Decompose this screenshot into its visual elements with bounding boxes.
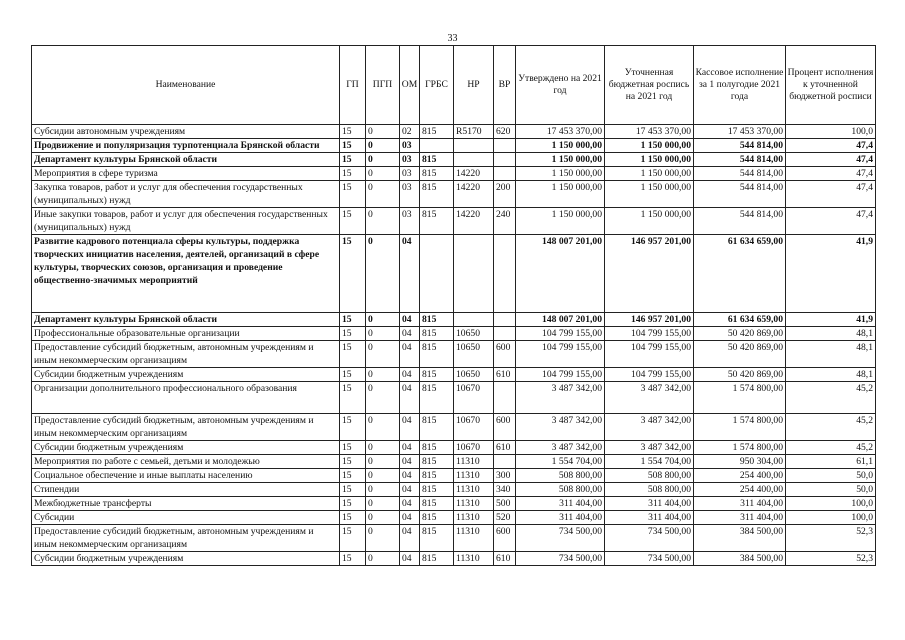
cell-np (454, 139, 494, 153)
table-row (32, 525, 876, 552)
cell-om: 02 (400, 125, 420, 139)
cell-np: 11310 (454, 469, 494, 483)
cell-gp: 15 (340, 552, 366, 566)
cell-pgp: 0 (366, 139, 400, 153)
table-row (32, 552, 876, 566)
cell-gp: 15 (340, 139, 366, 153)
cell-revised: 17 453 370,00 (605, 125, 694, 139)
cell-om: 03 (400, 167, 420, 181)
cell-gp: 15 (340, 368, 366, 382)
table-row (32, 511, 876, 525)
cell-vr: 610 (494, 368, 516, 382)
cell-percent: 48,1 (786, 341, 876, 368)
cell-np: 10670 (454, 414, 494, 441)
header-vr: ВР (494, 46, 516, 125)
cell-cash: 544 814,00 (694, 181, 786, 208)
cell-name: Продвижение и популяризация турпотенциала Брянской области (32, 139, 340, 153)
cell-np: 11310 (454, 525, 494, 552)
table-row (32, 327, 876, 341)
cell-gp: 15 (340, 181, 366, 208)
cell-pgp: 0 (366, 483, 400, 497)
table-row (32, 208, 876, 235)
cell-om: 03 (400, 208, 420, 235)
cell-percent: 41,9 (786, 313, 876, 327)
header-cash: Кассовое исполнение за 1 полугодие 2021 года (694, 46, 786, 125)
cell-vr: 610 (494, 552, 516, 566)
cell-vr (494, 153, 516, 167)
cell-gp: 15 (340, 455, 366, 469)
cell-name: Предоставление субсидий бюджетным, автономным учреждениям и иным некоммерческим организациям (32, 341, 340, 368)
cell-percent: 47,4 (786, 181, 876, 208)
cell-name: Предоставление субсидий бюджетным, автономным учреждениям и иным некоммерческим организациям (32, 525, 340, 552)
cell-percent: 47,4 (786, 208, 876, 235)
cell-grbs: 815 (420, 327, 454, 341)
cell-grbs: 815 (420, 483, 454, 497)
cell-vr (494, 139, 516, 153)
cell-approved: 17 453 370,00 (516, 125, 605, 139)
cell-cash: 17 453 370,00 (694, 125, 786, 139)
cell-pgp: 0 (366, 455, 400, 469)
cell-gp: 15 (340, 497, 366, 511)
cell-grbs: 815 (420, 368, 454, 382)
table-header-row (32, 46, 876, 125)
cell-om: 04 (400, 327, 420, 341)
cell-approved: 104 799 155,00 (516, 341, 605, 368)
cell-pgp: 0 (366, 497, 400, 511)
cell-percent: 50,0 (786, 469, 876, 483)
cell-pgp: 0 (366, 511, 400, 525)
cell-cash: 950 304,00 (694, 455, 786, 469)
cell-revised: 104 799 155,00 (605, 327, 694, 341)
cell-pgp: 0 (366, 341, 400, 368)
cell-om: 04 (400, 235, 420, 313)
cell-revised: 104 799 155,00 (605, 341, 694, 368)
header-gp: ГП (340, 46, 366, 125)
cell-np: 10650 (454, 327, 494, 341)
cell-cash: 50 420 869,00 (694, 341, 786, 368)
table-row (32, 139, 876, 153)
cell-name: Субсидии бюджетным учреждениям (32, 368, 340, 382)
cell-vr (494, 235, 516, 313)
cell-name: Социальное обеспечение и иные выплаты населению (32, 469, 340, 483)
cell-om: 04 (400, 414, 420, 441)
cell-gp: 15 (340, 441, 366, 455)
cell-om: 04 (400, 511, 420, 525)
table-row (32, 167, 876, 181)
page-number: 33 (447, 33, 458, 44)
cell-np: 11310 (454, 511, 494, 525)
cell-percent: 52,3 (786, 525, 876, 552)
cell-cash: 61 634 659,00 (694, 313, 786, 327)
cell-name: Профессиональные образовательные организации (32, 327, 340, 341)
cell-revised: 1 150 000,00 (605, 153, 694, 167)
cell-approved: 1 150 000,00 (516, 181, 605, 208)
cell-grbs: 815 (420, 167, 454, 181)
cell-revised: 508 800,00 (605, 469, 694, 483)
cell-om: 03 (400, 181, 420, 208)
cell-vr (494, 167, 516, 181)
cell-om: 04 (400, 455, 420, 469)
cell-np: 14220 (454, 181, 494, 208)
cell-cash: 544 814,00 (694, 139, 786, 153)
cell-revised: 311 404,00 (605, 511, 694, 525)
cell-percent: 47,4 (786, 167, 876, 181)
cell-revised: 311 404,00 (605, 497, 694, 511)
cell-vr: 600 (494, 525, 516, 552)
table-row (32, 125, 876, 139)
cell-approved: 3 487 342,00 (516, 382, 605, 414)
cell-grbs: 815 (420, 414, 454, 441)
cell-vr: 610 (494, 441, 516, 455)
cell-revised: 104 799 155,00 (605, 368, 694, 382)
cell-cash: 1 574 800,00 (694, 414, 786, 441)
cell-cash: 544 814,00 (694, 167, 786, 181)
cell-percent: 45,2 (786, 414, 876, 441)
cell-pgp: 0 (366, 441, 400, 455)
cell-revised: 508 800,00 (605, 483, 694, 497)
cell-name: Мероприятия в сфере туризма (32, 167, 340, 181)
cell-pgp: 0 (366, 313, 400, 327)
cell-grbs: 815 (420, 469, 454, 483)
cell-gp: 15 (340, 525, 366, 552)
cell-vr (494, 382, 516, 414)
cell-name: Субсидии бюджетным учреждениям (32, 552, 340, 566)
cell-grbs: 815 (420, 181, 454, 208)
cell-percent: 48,1 (786, 368, 876, 382)
cell-np (454, 153, 494, 167)
cell-cash: 1 574 800,00 (694, 382, 786, 414)
cell-name: Иные закупки товаров, работ и услуг для обеспечения государственных (муниципальных) нужд (32, 208, 340, 235)
cell-revised: 146 957 201,00 (605, 313, 694, 327)
table-row (32, 313, 876, 327)
cell-grbs: 815 (420, 552, 454, 566)
table-row (32, 469, 876, 483)
cell-om: 04 (400, 341, 420, 368)
table-row (32, 441, 876, 455)
cell-percent: 50,0 (786, 483, 876, 497)
cell-vr: 200 (494, 181, 516, 208)
cell-cash: 544 814,00 (694, 208, 786, 235)
cell-name: Департамент культуры Брянской области (32, 313, 340, 327)
cell-grbs: 815 (420, 382, 454, 414)
cell-grbs: 815 (420, 497, 454, 511)
cell-gp: 15 (340, 511, 366, 525)
cell-gp: 15 (340, 153, 366, 167)
table-row (32, 341, 876, 368)
cell-om: 04 (400, 368, 420, 382)
cell-vr: 620 (494, 125, 516, 139)
table-row (32, 497, 876, 511)
cell-percent: 48,1 (786, 327, 876, 341)
cell-approved: 1 150 000,00 (516, 167, 605, 181)
header-grbs: ГРБС (420, 46, 454, 125)
table-row (32, 153, 876, 167)
cell-vr (494, 455, 516, 469)
cell-om: 04 (400, 313, 420, 327)
table-row (32, 455, 876, 469)
cell-vr: 340 (494, 483, 516, 497)
cell-revised: 734 500,00 (605, 525, 694, 552)
cell-name: Межбюджетные трансферты (32, 497, 340, 511)
cell-np: 10670 (454, 382, 494, 414)
cell-grbs (420, 235, 454, 313)
cell-pgp: 0 (366, 125, 400, 139)
cell-pgp: 0 (366, 469, 400, 483)
cell-grbs: 815 (420, 153, 454, 167)
header-revised: Уточненная бюджетная роспись на 2021 год (605, 46, 694, 125)
table-row (32, 483, 876, 497)
cell-grbs: 815 (420, 455, 454, 469)
cell-om: 04 (400, 552, 420, 566)
cell-revised: 3 487 342,00 (605, 382, 694, 414)
cell-grbs: 815 (420, 511, 454, 525)
cell-np: 10670 (454, 441, 494, 455)
cell-vr: 240 (494, 208, 516, 235)
cell-grbs: 815 (420, 441, 454, 455)
cell-np (454, 313, 494, 327)
cell-revised: 1 150 000,00 (605, 181, 694, 208)
table-row (32, 235, 876, 313)
cell-revised: 146 957 201,00 (605, 235, 694, 313)
cell-approved: 148 007 201,00 (516, 235, 605, 313)
cell-vr: 600 (494, 414, 516, 441)
cell-approved: 148 007 201,00 (516, 313, 605, 327)
cell-np: 11310 (454, 455, 494, 469)
cell-np: R5170 (454, 125, 494, 139)
header-pgp: ПГП (366, 46, 400, 125)
table-row (32, 414, 876, 441)
cell-pgp: 0 (366, 382, 400, 414)
budget-execution-table (31, 45, 876, 566)
cell-grbs (420, 139, 454, 153)
cell-om: 03 (400, 153, 420, 167)
cell-cash: 1 574 800,00 (694, 441, 786, 455)
cell-gp: 15 (340, 235, 366, 313)
cell-om: 04 (400, 483, 420, 497)
cell-percent: 41,9 (786, 235, 876, 313)
cell-revised: 1 150 000,00 (605, 139, 694, 153)
cell-gp: 15 (340, 208, 366, 235)
cell-om: 03 (400, 139, 420, 153)
cell-name: Субсидии (32, 511, 340, 525)
cell-approved: 1 554 704,00 (516, 455, 605, 469)
cell-approved: 104 799 155,00 (516, 327, 605, 341)
cell-approved: 508 800,00 (516, 469, 605, 483)
cell-vr: 520 (494, 511, 516, 525)
cell-approved: 311 404,00 (516, 511, 605, 525)
header-percent: Процент исполнения к уточненной бюджетной росписи (786, 46, 876, 125)
cell-pgp: 0 (366, 208, 400, 235)
cell-vr (494, 327, 516, 341)
cell-name: Департамент культуры Брянской области (32, 153, 340, 167)
cell-name: Субсидии бюджетным учреждениям (32, 441, 340, 455)
cell-pgp: 0 (366, 167, 400, 181)
cell-pgp: 0 (366, 181, 400, 208)
cell-revised: 1 150 000,00 (605, 167, 694, 181)
table-row (32, 382, 876, 414)
cell-name: Развитие кадрового потенциала сферы культуры, поддержка творческих инициатив населения, деятелей, организаций в сфере культуры, творческих союзов, организация и проведение общественно-значимых мероприятий (32, 235, 340, 313)
cell-approved: 734 500,00 (516, 525, 605, 552)
cell-percent: 100,0 (786, 497, 876, 511)
cell-cash: 254 400,00 (694, 483, 786, 497)
cell-om: 04 (400, 469, 420, 483)
table-row (32, 181, 876, 208)
cell-cash: 544 814,00 (694, 153, 786, 167)
header-approved: Утверждено на 2021 год (516, 46, 605, 125)
cell-cash: 311 404,00 (694, 497, 786, 511)
table-row (32, 368, 876, 382)
cell-name: Субсидии автономным учреждениям (32, 125, 340, 139)
cell-np: 10650 (454, 341, 494, 368)
cell-om: 04 (400, 525, 420, 552)
cell-name: Предоставление субсидий бюджетным, автономным учреждениям и иным некоммерческим организациям (32, 414, 340, 441)
cell-cash: 384 500,00 (694, 552, 786, 566)
cell-cash: 254 400,00 (694, 469, 786, 483)
cell-np: 14220 (454, 167, 494, 181)
cell-om: 04 (400, 382, 420, 414)
cell-name: Стипендии (32, 483, 340, 497)
cell-gp: 15 (340, 414, 366, 441)
cell-name: Закупка товаров, работ и услуг для обеспечения государственных (муниципальных) нужд (32, 181, 340, 208)
cell-np (454, 235, 494, 313)
cell-approved: 1 150 000,00 (516, 208, 605, 235)
cell-cash: 384 500,00 (694, 525, 786, 552)
cell-np: 11310 (454, 552, 494, 566)
cell-cash: 61 634 659,00 (694, 235, 786, 313)
cell-np: 14220 (454, 208, 494, 235)
cell-approved: 311 404,00 (516, 497, 605, 511)
cell-om: 04 (400, 497, 420, 511)
cell-grbs: 815 (420, 313, 454, 327)
cell-gp: 15 (340, 327, 366, 341)
cell-np: 10650 (454, 368, 494, 382)
cell-approved: 1 150 000,00 (516, 139, 605, 153)
cell-revised: 3 487 342,00 (605, 414, 694, 441)
cell-revised: 1 554 704,00 (605, 455, 694, 469)
cell-percent: 100,0 (786, 511, 876, 525)
table-body (32, 125, 876, 566)
cell-approved: 3 487 342,00 (516, 414, 605, 441)
cell-pgp: 0 (366, 327, 400, 341)
cell-revised: 1 150 000,00 (605, 208, 694, 235)
cell-vr: 300 (494, 469, 516, 483)
cell-cash: 50 420 869,00 (694, 327, 786, 341)
cell-pgp: 0 (366, 414, 400, 441)
cell-vr (494, 313, 516, 327)
cell-approved: 508 800,00 (516, 483, 605, 497)
cell-revised: 734 500,00 (605, 552, 694, 566)
cell-percent: 47,4 (786, 139, 876, 153)
cell-approved: 104 799 155,00 (516, 368, 605, 382)
cell-pgp: 0 (366, 552, 400, 566)
cell-approved: 3 487 342,00 (516, 441, 605, 455)
cell-np: 11310 (454, 483, 494, 497)
cell-gp: 15 (340, 382, 366, 414)
cell-percent: 47,4 (786, 153, 876, 167)
cell-name: Мероприятия по работе с семьей, детьми и молодежью (32, 455, 340, 469)
cell-percent: 100,0 (786, 125, 876, 139)
cell-approved: 734 500,00 (516, 552, 605, 566)
cell-gp: 15 (340, 167, 366, 181)
cell-grbs: 815 (420, 125, 454, 139)
cell-om: 04 (400, 441, 420, 455)
cell-gp: 15 (340, 483, 366, 497)
cell-approved: 1 150 000,00 (516, 153, 605, 167)
cell-cash: 311 404,00 (694, 511, 786, 525)
cell-percent: 61,1 (786, 455, 876, 469)
cell-gp: 15 (340, 313, 366, 327)
cell-name: Организации дополнительного профессионального образования (32, 382, 340, 414)
cell-np: 11310 (454, 497, 494, 511)
cell-percent: 45,2 (786, 382, 876, 414)
cell-grbs: 815 (420, 208, 454, 235)
cell-pgp: 0 (366, 368, 400, 382)
cell-revised: 3 487 342,00 (605, 441, 694, 455)
cell-gp: 15 (340, 125, 366, 139)
cell-pgp: 0 (366, 235, 400, 313)
cell-cash: 50 420 869,00 (694, 368, 786, 382)
cell-percent: 52,3 (786, 552, 876, 566)
cell-pgp: 0 (366, 153, 400, 167)
cell-grbs: 815 (420, 341, 454, 368)
cell-grbs: 815 (420, 525, 454, 552)
cell-vr: 600 (494, 341, 516, 368)
cell-gp: 15 (340, 469, 366, 483)
header-om: ОМ (400, 46, 420, 125)
cell-percent: 45,2 (786, 441, 876, 455)
cell-gp: 15 (340, 341, 366, 368)
cell-vr: 500 (494, 497, 516, 511)
header-name: Наименование (32, 46, 340, 125)
header-np: НР (454, 46, 494, 125)
cell-pgp: 0 (366, 525, 400, 552)
